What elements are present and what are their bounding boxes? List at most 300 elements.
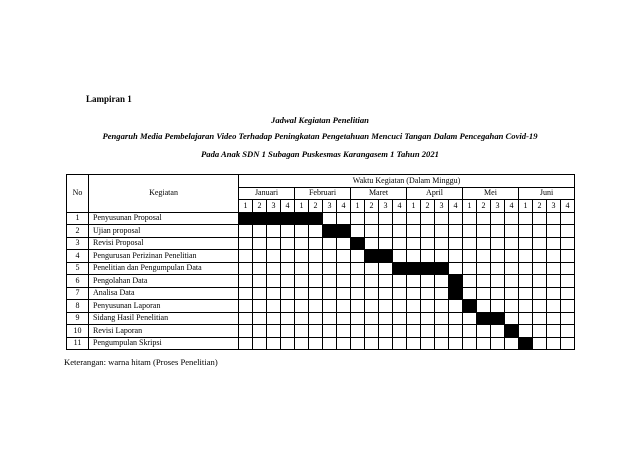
schedule-cell [351, 287, 365, 300]
schedule-cell [533, 225, 547, 238]
activity-name: Penyusunan Proposal [89, 212, 239, 225]
schedule-cell [477, 237, 491, 250]
table-row [67, 237, 575, 250]
schedule-cell [421, 225, 435, 238]
schedule-cell [519, 237, 533, 250]
schedule-cell [337, 237, 351, 250]
schedule-title: Jadwal Kegiatan Penelitian [271, 115, 369, 125]
schedule-cell [281, 325, 295, 338]
schedule-cell [421, 250, 435, 263]
week-header: 2 [477, 200, 491, 213]
schedule-cell [379, 287, 393, 300]
appendix-heading: Lampiran 1 [86, 94, 132, 104]
schedule-cell [351, 337, 365, 350]
schedule-cell-filled [365, 250, 379, 263]
schedule-cell [267, 237, 281, 250]
schedule-cell [253, 250, 267, 263]
schedule-cell [309, 300, 323, 313]
schedule-cell [253, 312, 267, 325]
schedule-cell-filled [267, 212, 281, 225]
schedule-cell [547, 300, 561, 313]
schedule-cell [477, 300, 491, 313]
schedule-cell [239, 250, 253, 263]
schedule-cell [393, 250, 407, 263]
schedule-cell [519, 287, 533, 300]
schedule-cell [449, 237, 463, 250]
schedule-cell [267, 287, 281, 300]
row-number: 9 [67, 312, 89, 325]
schedule-cell [435, 237, 449, 250]
week-header: 2 [533, 200, 547, 213]
schedule-cell [267, 312, 281, 325]
schedule-cell [309, 275, 323, 288]
schedule-cell [491, 300, 505, 313]
schedule-cell [323, 212, 337, 225]
schedule-cell [463, 262, 477, 275]
schedule-cell [267, 325, 281, 338]
schedule-cell [337, 275, 351, 288]
schedule-cell [519, 225, 533, 238]
schedule-cell [239, 325, 253, 338]
schedule-cell [365, 300, 379, 313]
schedule-cell [449, 225, 463, 238]
week-header: 1 [351, 200, 365, 213]
schedule-cell [295, 287, 309, 300]
schedule-cell [463, 325, 477, 338]
activity-name: Pengolahan Data [89, 275, 239, 288]
schedule-cell [477, 262, 491, 275]
schedule-cell [281, 287, 295, 300]
schedule-cell [533, 212, 547, 225]
schedule-cell [309, 250, 323, 263]
schedule-cell [407, 250, 421, 263]
schedule-cell [407, 337, 421, 350]
activity-name: Pengumpulan Skripsi [89, 337, 239, 350]
schedule-cell [561, 325, 575, 338]
schedule-cell-filled [449, 287, 463, 300]
schedule-cell [323, 275, 337, 288]
month-header: Januari [239, 187, 295, 200]
schedule-cell [323, 287, 337, 300]
row-number: 11 [67, 337, 89, 350]
schedule-cell [309, 237, 323, 250]
schedule-cell [393, 287, 407, 300]
row-number: 1 [67, 212, 89, 225]
schedule-cell [281, 225, 295, 238]
schedule-cell [533, 262, 547, 275]
schedule-cell [365, 237, 379, 250]
schedule-cell [379, 212, 393, 225]
schedule-cell [351, 325, 365, 338]
row-number: 8 [67, 300, 89, 313]
week-header: 4 [561, 200, 575, 213]
schedule-cell [295, 325, 309, 338]
schedule-cell [561, 337, 575, 350]
activity-name: Penelitian dan Pengumpulan Data [89, 262, 239, 275]
schedule-cell-filled [519, 337, 533, 350]
schedule-cell [505, 212, 519, 225]
schedule-cell [393, 237, 407, 250]
table-row [67, 275, 575, 288]
week-header: 4 [505, 200, 519, 213]
schedule-cell [239, 337, 253, 350]
schedule-cell-filled [309, 212, 323, 225]
schedule-cell [253, 225, 267, 238]
schedule-cell [477, 225, 491, 238]
schedule-cell [407, 237, 421, 250]
schedule-cell [323, 337, 337, 350]
schedule-cell [435, 287, 449, 300]
schedule-cell [393, 337, 407, 350]
schedule-cell [365, 287, 379, 300]
table-row [67, 337, 575, 350]
month-header: Juni [519, 187, 575, 200]
schedule-table [66, 174, 575, 350]
schedule-cell [295, 225, 309, 238]
schedule-cell [267, 300, 281, 313]
schedule-cell [561, 212, 575, 225]
week-header: 2 [421, 200, 435, 213]
schedule-cell [491, 325, 505, 338]
schedule-cell [267, 337, 281, 350]
schedule-cell [519, 262, 533, 275]
schedule-cell [505, 250, 519, 263]
schedule-cell [365, 325, 379, 338]
schedule-cell [267, 275, 281, 288]
schedule-cell [519, 312, 533, 325]
schedule-cell [267, 225, 281, 238]
schedule-cell [365, 262, 379, 275]
schedule-cell [337, 262, 351, 275]
research-subtitle: Pada Anak SDN 1 Subagan Puskesmas Karangasem 1 Tahun 2021 [201, 149, 439, 159]
schedule-cell [561, 275, 575, 288]
schedule-cell [393, 312, 407, 325]
row-number: 4 [67, 250, 89, 263]
schedule-cell [309, 325, 323, 338]
schedule-cell-filled [337, 225, 351, 238]
row-number: 3 [67, 237, 89, 250]
week-header: 4 [281, 200, 295, 213]
schedule-cell [491, 337, 505, 350]
month-header: April [407, 187, 463, 200]
schedule-cell [379, 325, 393, 338]
schedule-cell [421, 300, 435, 313]
schedule-cell [561, 300, 575, 313]
schedule-cell [449, 337, 463, 350]
schedule-cell [393, 225, 407, 238]
schedule-cell [449, 250, 463, 263]
schedule-cell [407, 212, 421, 225]
schedule-cell-filled [421, 262, 435, 275]
table-row [67, 312, 575, 325]
schedule-cell [561, 287, 575, 300]
schedule-cell [533, 250, 547, 263]
schedule-cell [561, 225, 575, 238]
week-header: 3 [267, 200, 281, 213]
schedule-cell [421, 325, 435, 338]
schedule-cell [505, 237, 519, 250]
row-number: 5 [67, 262, 89, 275]
schedule-cell [505, 337, 519, 350]
row-number: 7 [67, 287, 89, 300]
table-row [67, 250, 575, 263]
schedule-cell [323, 312, 337, 325]
schedule-cell [365, 312, 379, 325]
week-header: 3 [379, 200, 393, 213]
schedule-cell-filled [393, 262, 407, 275]
week-header: 3 [323, 200, 337, 213]
schedule-cell [421, 312, 435, 325]
schedule-cell [561, 237, 575, 250]
schedule-cell [351, 312, 365, 325]
schedule-cell [253, 325, 267, 338]
schedule-cell [463, 312, 477, 325]
schedule-cell [253, 287, 267, 300]
schedule-cell [547, 312, 561, 325]
schedule-cell [295, 300, 309, 313]
schedule-cell [547, 250, 561, 263]
schedule-cell-filled [463, 300, 477, 313]
week-header: 4 [449, 200, 463, 213]
schedule-cell [435, 325, 449, 338]
schedule-cell [337, 312, 351, 325]
schedule-cell [281, 312, 295, 325]
schedule-cell-filled [505, 325, 519, 338]
schedule-cell [295, 275, 309, 288]
week-header: 2 [365, 200, 379, 213]
schedule-cell-filled [491, 312, 505, 325]
schedule-cell [351, 300, 365, 313]
schedule-cell [547, 287, 561, 300]
schedule-cell [323, 250, 337, 263]
row-number: 6 [67, 275, 89, 288]
schedule-cell [449, 262, 463, 275]
schedule-cell-filled [281, 212, 295, 225]
schedule-cell [435, 250, 449, 263]
schedule-cell [435, 225, 449, 238]
table-row [67, 225, 575, 238]
schedule-cell [491, 275, 505, 288]
week-header: 1 [295, 200, 309, 213]
activity-name: Sidang Hasil Penelitian [89, 312, 239, 325]
schedule-cell [323, 300, 337, 313]
legend-note: Keterangan: warna hitam (Proses Penelitian) [64, 357, 218, 367]
schedule-cell [519, 300, 533, 313]
schedule-cell-filled [253, 212, 267, 225]
schedule-cell [463, 287, 477, 300]
schedule-cell [463, 225, 477, 238]
schedule-cell [463, 275, 477, 288]
activity-name: Ujian proposal [89, 225, 239, 238]
schedule-cell [239, 287, 253, 300]
activity-name: Analisa Data [89, 287, 239, 300]
schedule-cell [505, 312, 519, 325]
schedule-cell [239, 262, 253, 275]
schedule-cell [281, 237, 295, 250]
schedule-cell [519, 325, 533, 338]
week-header: 1 [239, 200, 253, 213]
schedule-cell [435, 300, 449, 313]
schedule-cell [547, 325, 561, 338]
schedule-cell [239, 312, 253, 325]
activity-header: Kegiatan [89, 175, 239, 213]
week-header: 4 [337, 200, 351, 213]
schedule-cell [393, 300, 407, 313]
schedule-cell [477, 325, 491, 338]
schedule-cell [379, 312, 393, 325]
schedule-cell [337, 212, 351, 225]
schedule-cell [379, 262, 393, 275]
schedule-cell [393, 212, 407, 225]
schedule-cell [533, 287, 547, 300]
no-header: No [67, 175, 89, 213]
time-header: Waktu Kegiatan (Dalam Minggu) [239, 175, 575, 188]
schedule-cell [505, 225, 519, 238]
schedule-cell [435, 212, 449, 225]
row-number: 2 [67, 225, 89, 238]
schedule-cell [561, 312, 575, 325]
week-header: 4 [393, 200, 407, 213]
table-row [67, 287, 575, 300]
schedule-cell [253, 337, 267, 350]
month-header: Maret [351, 187, 407, 200]
schedule-cell [477, 212, 491, 225]
schedule-cell [519, 250, 533, 263]
schedule-cell [407, 300, 421, 313]
schedule-cell [533, 337, 547, 350]
schedule-cell [421, 337, 435, 350]
week-header: 1 [519, 200, 533, 213]
schedule-cell [281, 275, 295, 288]
schedule-cell [393, 325, 407, 338]
schedule-cell [407, 225, 421, 238]
schedule-cell [323, 262, 337, 275]
week-header: 3 [435, 200, 449, 213]
schedule-cell [281, 262, 295, 275]
schedule-cell [407, 287, 421, 300]
schedule-cell [449, 300, 463, 313]
schedule-cell-filled [477, 312, 491, 325]
schedule-cell [295, 237, 309, 250]
schedule-cell-filled [407, 262, 421, 275]
schedule-cell-filled [351, 237, 365, 250]
schedule-cell [365, 337, 379, 350]
schedule-cell [533, 237, 547, 250]
schedule-cell [295, 337, 309, 350]
schedule-cell [491, 212, 505, 225]
schedule-cell [295, 262, 309, 275]
schedule-cell [463, 250, 477, 263]
schedule-cell [407, 325, 421, 338]
header-row [67, 175, 575, 188]
schedule-cell [323, 325, 337, 338]
schedule-cell [407, 275, 421, 288]
schedule-cell [281, 300, 295, 313]
schedule-cell [379, 225, 393, 238]
schedule-cell [309, 287, 323, 300]
schedule-cell [239, 300, 253, 313]
activity-name: Revisi Proposal [89, 237, 239, 250]
schedule-cell [421, 287, 435, 300]
schedule-cell [351, 275, 365, 288]
week-header: 3 [491, 200, 505, 213]
schedule-cell [379, 237, 393, 250]
schedule-cell [491, 262, 505, 275]
schedule-cell [253, 275, 267, 288]
research-title: Pengaruh Media Pembelajaran Video Terhadap Peningkatan Pengetahuan Mencuci Tangan Dalam Pencegahan Covid-19 [102, 131, 538, 141]
schedule-cell [519, 212, 533, 225]
schedule-cell [351, 262, 365, 275]
table-row [67, 262, 575, 275]
schedule-cell-filled [295, 212, 309, 225]
schedule-cell [281, 250, 295, 263]
schedule-cell [533, 312, 547, 325]
schedule-cell-filled [379, 250, 393, 263]
schedule-cell [337, 300, 351, 313]
schedule-cell [337, 287, 351, 300]
schedule-cell [491, 225, 505, 238]
schedule-cell [309, 262, 323, 275]
schedule-cell [533, 275, 547, 288]
schedule-cell [239, 225, 253, 238]
schedule-cell [547, 275, 561, 288]
schedule-cell [477, 287, 491, 300]
activity-name: Revisi Laporan [89, 325, 239, 338]
week-header: 3 [547, 200, 561, 213]
schedule-cell [449, 325, 463, 338]
schedule-cell [463, 337, 477, 350]
activity-name: Pengurusan Perizinan Penelitian [89, 250, 239, 263]
schedule-cell [281, 337, 295, 350]
schedule-cell [337, 325, 351, 338]
schedule-cell [547, 237, 561, 250]
schedule-cell [533, 325, 547, 338]
schedule-cell [421, 237, 435, 250]
schedule-cell [323, 237, 337, 250]
schedule-cell [561, 250, 575, 263]
table-row [67, 212, 575, 225]
schedule-cell [519, 275, 533, 288]
schedule-cell [463, 237, 477, 250]
schedule-cell [267, 250, 281, 263]
schedule-cell [309, 225, 323, 238]
table-row [67, 300, 575, 313]
activity-name: Penyusunan Laporan [89, 300, 239, 313]
schedule-cell [505, 275, 519, 288]
schedule-cell [365, 275, 379, 288]
schedule-cell [547, 212, 561, 225]
schedule-cell [449, 312, 463, 325]
schedule-cell [491, 237, 505, 250]
schedule-cell [505, 287, 519, 300]
schedule-cell [379, 337, 393, 350]
schedule-cell [547, 262, 561, 275]
schedule-cell [533, 300, 547, 313]
schedule-cell [309, 337, 323, 350]
schedule-cell [365, 212, 379, 225]
schedule-cell [337, 337, 351, 350]
schedule-cell [393, 275, 407, 288]
schedule-cell [337, 250, 351, 263]
schedule-cell [309, 312, 323, 325]
schedule-cell [253, 237, 267, 250]
week-header: 2 [309, 200, 323, 213]
schedule-cell [351, 212, 365, 225]
schedule-cell [407, 312, 421, 325]
month-header: Mei [463, 187, 519, 200]
schedule-cell [253, 262, 267, 275]
month-header: Februari [295, 187, 351, 200]
